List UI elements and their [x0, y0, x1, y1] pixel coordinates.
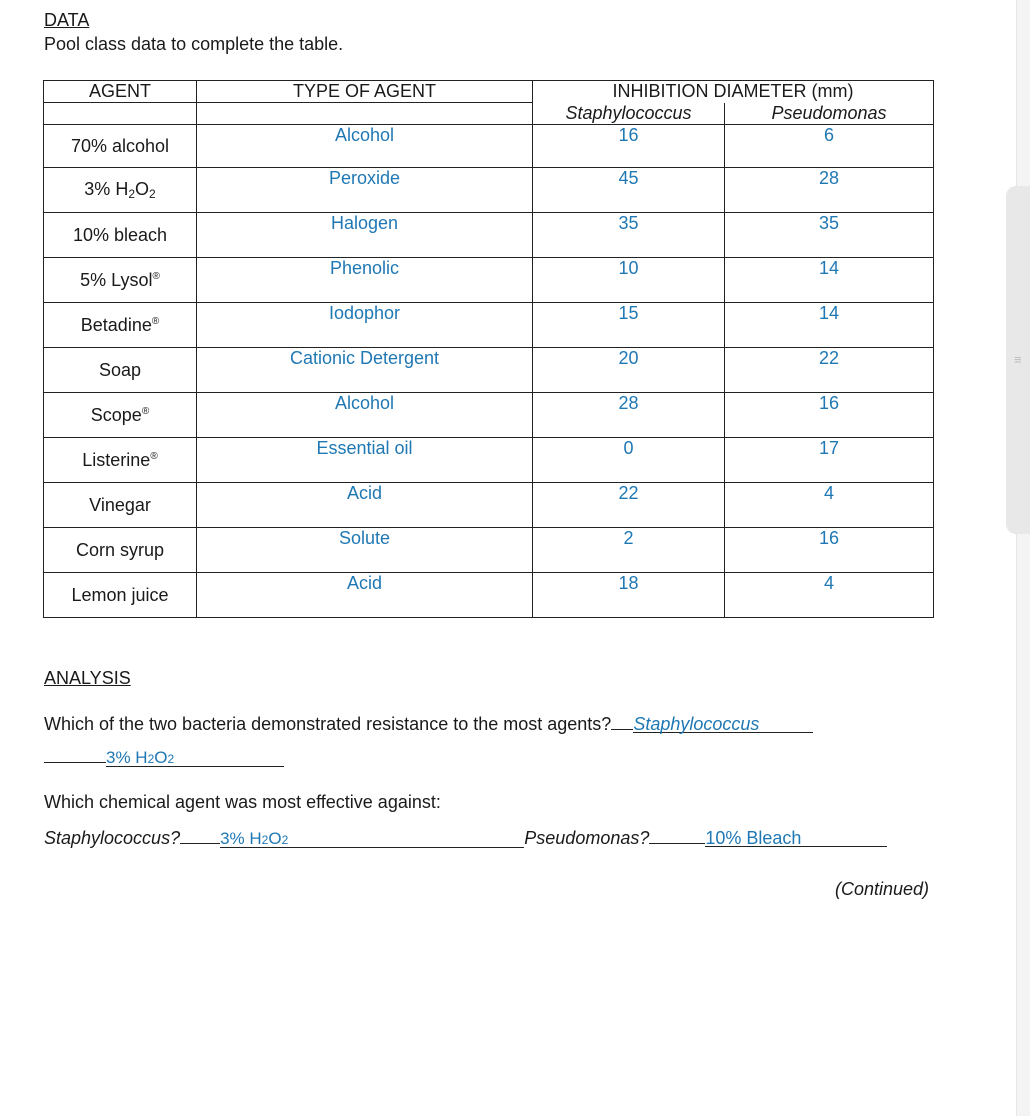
table-row	[44, 573, 934, 618]
staph-value-cell: 28	[533, 393, 725, 438]
table-row	[44, 393, 934, 438]
agent-cell	[44, 125, 197, 168]
staph-label: Staphylococcus?	[44, 828, 181, 848]
agent-type-cell: Halogen	[197, 213, 533, 258]
staph-value-cell: 22	[533, 483, 725, 528]
staph-value-cell: 0	[533, 438, 725, 483]
agent-cell	[44, 213, 197, 258]
table-row	[44, 168, 934, 213]
agent-subscript: 2	[128, 187, 135, 201]
continued-label: (Continued)	[835, 879, 930, 899]
answer-pseudo-agent[interactable]: 10% Bleach	[705, 828, 887, 847]
agent-type-cell: Alcohol	[197, 393, 533, 438]
agent-name-part: O	[135, 179, 150, 199]
answer-blank[interactable]	[611, 711, 633, 730]
pseudo-value-cell: 17	[725, 438, 934, 483]
answer-h2o2-pre: 3% H	[106, 748, 148, 767]
header-agent-blank	[44, 103, 197, 125]
agent-type-cell: Phenolic	[197, 258, 533, 303]
pseudo-value-cell: 16	[725, 528, 934, 573]
pseudo-value-cell: 4	[725, 483, 934, 528]
agent-type-cell: Acid	[197, 573, 533, 618]
answer-h2o2-sub2: 2	[167, 752, 175, 766]
header-staphylococcus: Staphylococcus	[533, 103, 725, 125]
registered-mark: ®	[151, 315, 160, 327]
header-type: TYPE OF AGENT	[197, 81, 533, 103]
agent-name: Vinegar	[89, 494, 151, 515]
agent-name: 5% Lysol	[80, 269, 153, 290]
staph-agent-sub1: 2	[261, 833, 269, 847]
agent-cell	[44, 258, 197, 303]
staph-value-cell: 2	[533, 528, 725, 573]
table-row	[44, 125, 934, 168]
pseudo-value-cell: 28	[725, 168, 934, 213]
agent-cell	[44, 573, 197, 618]
agent-name: Corn syrup	[75, 539, 165, 560]
question-1-text: Which of the two bacteria demonstrated resistance to the most agents?	[44, 714, 612, 734]
header-pseudomonas: Pseudomonas	[725, 103, 934, 125]
header-agent: AGENT	[44, 81, 197, 103]
table-row	[44, 348, 934, 393]
agent-type-cell: Solute	[197, 528, 533, 573]
table-row	[44, 438, 934, 483]
agent-name: Soap	[98, 359, 142, 380]
pseudo-value-cell: 22	[725, 348, 934, 393]
table-row	[44, 213, 934, 258]
data-heading: DATA	[44, 10, 90, 30]
agent-name: Lemon juice	[71, 584, 169, 605]
staph-agent-pre: 3% H	[220, 829, 262, 848]
agent-name: Betadine	[80, 314, 152, 335]
staph-value-cell: 18	[533, 573, 725, 618]
agent-name: Listerine	[82, 449, 151, 470]
staph-value-cell: 20	[533, 348, 725, 393]
table-row	[44, 528, 934, 573]
pseudo-label: Pseudomonas?	[524, 828, 650, 848]
header-inhibition: INHIBITION DIAMETER (mm)	[533, 81, 934, 103]
staph-agent-mid: O	[268, 829, 282, 848]
grip-icon: ≡	[1014, 352, 1022, 367]
agent-type-cell: Acid	[197, 483, 533, 528]
answer-h2o2-sub1: 2	[147, 752, 155, 766]
answer-blank[interactable]	[44, 744, 106, 763]
analysis-heading: ANALYSIS	[44, 668, 131, 688]
agent-type-cell: Peroxide	[197, 168, 533, 213]
header-type-blank	[197, 103, 533, 125]
agent-name: Scope	[90, 404, 142, 425]
pseudo-value-cell: 14	[725, 303, 934, 348]
agent-subscript: 2	[149, 187, 156, 201]
agent-type-cell: Alcohol	[197, 125, 533, 168]
pseudo-value-cell: 35	[725, 213, 934, 258]
agent-name: 70% alcohol	[70, 135, 170, 156]
registered-mark: ®	[141, 405, 150, 417]
agent-cell	[44, 483, 197, 528]
answer-blank[interactable]	[649, 825, 705, 844]
registered-mark: ®	[150, 450, 158, 462]
table-row	[44, 483, 934, 528]
table-row	[44, 303, 934, 348]
table-row	[44, 258, 934, 303]
data-instruction: Pool class data to complete the table.	[44, 34, 344, 54]
pseudo-value-cell: 6	[725, 125, 934, 168]
agent-cell	[44, 168, 197, 213]
answer-blank[interactable]	[180, 825, 220, 844]
table-subheader-row	[44, 103, 934, 125]
staph-value-cell: 10	[533, 258, 725, 303]
answer-h2o2-mid: O	[154, 748, 168, 767]
agent-cell	[44, 348, 197, 393]
staph-value-cell: 45	[533, 168, 725, 213]
question-2: Which chemical agent was most effective against:	[44, 792, 441, 812]
staph-value-cell: 16	[533, 125, 725, 168]
agent-type-cell: Essential oil	[197, 438, 533, 483]
question-1-continuation	[44, 744, 284, 768]
staph-value-cell: 35	[533, 213, 725, 258]
agent-name: 3% H	[84, 179, 129, 199]
staph-value-cell: 15	[533, 303, 725, 348]
agent-name: 10% bleach	[72, 224, 168, 245]
staph-agent-sub2: 2	[281, 833, 289, 847]
inhibition-table	[43, 80, 934, 618]
agent-cell	[44, 438, 197, 483]
registered-mark: ®	[152, 270, 160, 282]
question-1	[44, 711, 813, 735]
agent-type-cell: Iodophor	[197, 303, 533, 348]
agent-cell	[44, 393, 197, 438]
agent-cell	[44, 528, 197, 573]
page-edge	[1016, 0, 1030, 1116]
answer-staph-agent[interactable]	[220, 829, 524, 848]
agent-type-cell: Cationic Detergent	[197, 348, 533, 393]
pseudo-value-cell: 14	[725, 258, 934, 303]
pseudo-value-cell: 4	[725, 573, 934, 618]
question-2-answers	[44, 825, 887, 849]
answer-staphylococcus[interactable]: Staphylococcus	[633, 714, 813, 733]
pseudo-value-cell: 16	[725, 393, 934, 438]
table-header-row	[44, 81, 934, 103]
agent-cell	[44, 303, 197, 348]
answer-h2o2-line[interactable]	[106, 748, 284, 767]
